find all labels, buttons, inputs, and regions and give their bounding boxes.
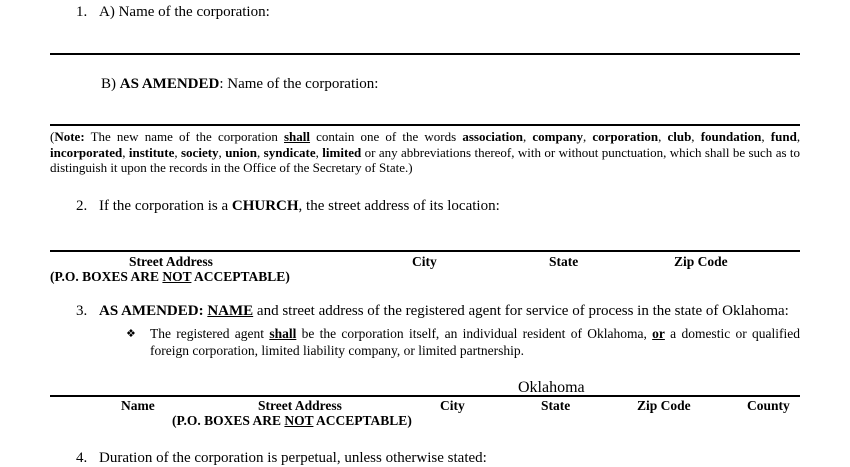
question-label: A) Name of the corporation: — [99, 4, 270, 20]
question-1a — [76, 3, 270, 21]
state-value: Oklahoma — [518, 379, 585, 396]
registered-agent-line[interactable] — [50, 395, 800, 397]
city-header: City — [440, 398, 465, 413]
name-header: Name — [121, 398, 155, 413]
po-boxes-note: (P.O. BOXES ARE NOT ACCEPTABLE) — [50, 269, 290, 284]
as-amended-label: AS AMENDED — [119, 76, 220, 92]
question-3: 3. AS AMENDED: NAME and street address of the registered agent for service of process in the state of Oklahoma: — [76, 303, 789, 319]
name-label: NAME — [207, 303, 254, 319]
question-2: 2. If the corporation is a CHURCH, the street address of its location: — [76, 198, 500, 214]
zip-code-header: Zip Code — [674, 254, 728, 269]
county-header: County — [747, 398, 790, 413]
question-number: 1. — [76, 4, 88, 20]
city-header: City — [412, 254, 437, 269]
name-requirements-note: (Note: The new name of the corporation shall contain one of the words association, company, corporation, club, foundation, fund, incorporated, institute, society, union, syndicate, limited or any abbreviations thereof, with or without punctuation, which shall be such as to distinguish it upon the records in the Office of the Secretary of State.) — [50, 129, 801, 175]
church-label: CHURCH — [231, 198, 299, 214]
question-1b: B) AS AMENDED: Name of the corporation: — [101, 76, 379, 92]
question-number: 4. — [76, 450, 88, 466]
street-address-header: Street Address — [129, 254, 213, 269]
state-header: State — [549, 254, 579, 269]
corporation-name-line[interactable] — [50, 53, 800, 55]
church-address-line[interactable] — [50, 250, 800, 252]
amended-name-line[interactable] — [50, 124, 800, 126]
po-boxes-note: (P.O. BOXES ARE NOT ACCEPTABLE) — [172, 413, 412, 428]
question-number: 2. — [76, 198, 88, 214]
bullet-icon: ❖ — [126, 327, 136, 340]
state-header: State — [541, 398, 571, 413]
street-address-header: Street Address — [258, 398, 342, 413]
question-number: 3. — [76, 303, 88, 319]
zip-code-header: Zip Code — [637, 398, 691, 413]
registered-agent-note: The registered agent shall be the corporation itself, an individual resident of Oklahoma, or a domestic or qualified foreign corporation, limited liability company, or limited partnership. — [150, 326, 800, 358]
question-4: 4. Duration of the corporation is perpetual, unless otherwise stated: — [76, 450, 487, 466]
